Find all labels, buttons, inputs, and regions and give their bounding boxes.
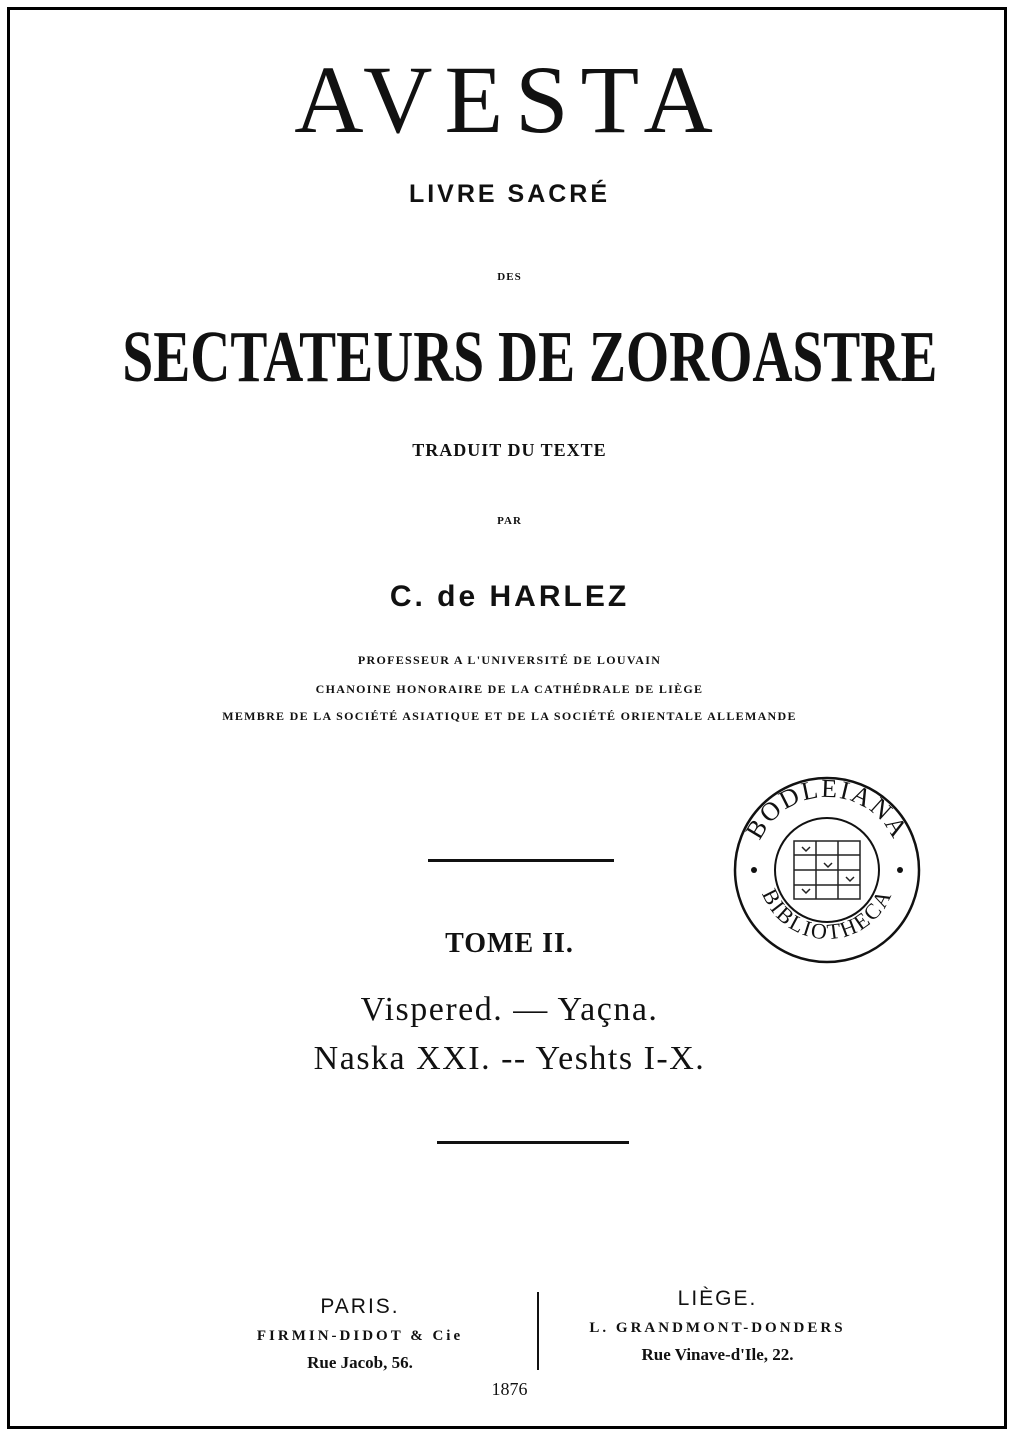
imprint-publisher: FIRMIN-DIDOT & Cie <box>256 1328 464 1344</box>
stamp-crest-icon <box>794 841 860 899</box>
imprint-divider <box>537 1292 539 1370</box>
imprint-liege <box>545 1288 890 1363</box>
by-line: PAR <box>497 515 522 527</box>
imprint-city: LIÈGE. <box>677 1287 758 1310</box>
imprint-address: Rue Jacob, 56. <box>307 1353 413 1372</box>
main-title: SECTATEURS DE ZOROASTRE <box>122 316 938 397</box>
author-name: C. de HARLEZ <box>389 580 630 613</box>
imprint-address: Rue Vinave-d'Ile, 22. <box>641 1345 794 1364</box>
divider-rule <box>437 1141 629 1144</box>
credential-line: CHANOINE HONORAIRE DE LA CATHÉDRALE DE LIÈGE <box>315 682 704 696</box>
contents-line: Vispered. — Yaçna. <box>360 991 659 1028</box>
stamp-bottom-text: BIBLIOTHECA <box>757 884 897 945</box>
translated-line: TRADUIT DU TEXTE <box>412 440 607 460</box>
book-title: AVESTA <box>294 46 725 153</box>
imprint-paris <box>220 1296 500 1371</box>
publication-year: 1876 <box>491 1379 528 1399</box>
stamp-top-text: BODLEIANA <box>739 775 915 844</box>
imprint-publisher: L. GRANDMONT-DONDERS <box>589 1320 846 1336</box>
volume-label: TOME II. <box>445 928 574 959</box>
credential-line: MEMBRE DE LA SOCIÉTÉ ASIATIQUE ET DE LA SOCIÉTÉ ORIENTALE ALLEMANDE <box>222 709 797 723</box>
imprint-city: PARIS. <box>320 1295 400 1318</box>
contents-line: Naska XXI. -- Yeshts I-X. <box>313 1040 706 1077</box>
book-subtitle: LIVRE SACRÉ <box>408 180 611 208</box>
divider-rule <box>428 859 614 862</box>
credential-line: PROFESSEUR A L'UNIVERSITÉ DE LOUVAIN <box>357 653 662 667</box>
connector-word: DES <box>497 271 522 283</box>
